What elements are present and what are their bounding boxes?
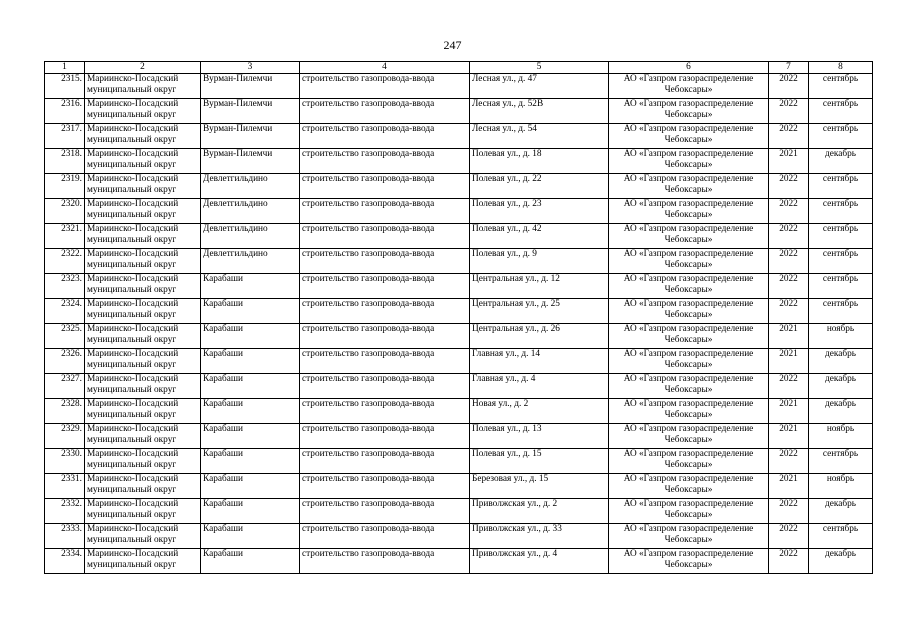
settlement-cell: Карабаши	[201, 274, 300, 299]
work-type-cell: строительство газопровода-ввода	[300, 249, 470, 274]
column-header: 5	[470, 62, 609, 74]
work-type-cell: строительство газопровода-ввода	[300, 349, 470, 374]
month-cell: сентябрь	[809, 174, 873, 199]
year-cell: 2022	[769, 549, 809, 574]
settlement-cell: Карабаши	[201, 524, 300, 549]
organization-cell: АО «Газпром газораспределение Чебоксары»	[609, 99, 769, 124]
district-cell: Мариинско-Посадский муниципальный округ	[85, 199, 201, 224]
address-cell: Полевая ул., д. 42	[470, 224, 609, 249]
district-cell: Мариинско-Посадский муниципальный округ	[85, 274, 201, 299]
organization-cell: АО «Газпром газораспределение Чебоксары»	[609, 124, 769, 149]
column-header: 3	[201, 62, 300, 74]
row-number-cell: 2317.	[45, 124, 85, 149]
month-cell: декабрь	[809, 374, 873, 399]
year-cell: 2022	[769, 299, 809, 324]
work-type-cell: строительство газопровода-ввода	[300, 74, 470, 99]
address-cell: Березовая ул., д. 15	[470, 474, 609, 499]
address-cell: Приволжская ул., д. 33	[470, 524, 609, 549]
year-cell: 2022	[769, 199, 809, 224]
work-type-cell: строительство газопровода-ввода	[300, 549, 470, 574]
organization-cell: АО «Газпром газораспределение Чебоксары»	[609, 274, 769, 299]
table-row	[45, 549, 873, 574]
year-cell: 2022	[769, 524, 809, 549]
month-cell: декабрь	[809, 399, 873, 424]
address-cell: Полевая ул., д. 15	[470, 449, 609, 474]
address-cell: Приволжская ул., д. 2	[470, 499, 609, 524]
work-type-cell: строительство газопровода-ввода	[300, 274, 470, 299]
table-row	[45, 199, 873, 224]
year-cell: 2022	[769, 374, 809, 399]
address-cell: Лесная ул., д. 54	[470, 124, 609, 149]
row-number-cell: 2320.	[45, 199, 85, 224]
settlement-cell: Карабаши	[201, 399, 300, 424]
address-cell: Главная ул., д. 4	[470, 374, 609, 399]
district-cell: Мариинско-Посадский муниципальный округ	[85, 474, 201, 499]
table-row	[45, 74, 873, 99]
table-row	[45, 424, 873, 449]
table-row	[45, 374, 873, 399]
month-cell: декабрь	[809, 549, 873, 574]
district-cell: Мариинско-Посадский муниципальный округ	[85, 224, 201, 249]
year-cell: 2021	[769, 349, 809, 374]
settlement-cell: Вурман-Пилемчи	[201, 99, 300, 124]
row-number-cell: 2324.	[45, 299, 85, 324]
year-cell: 2021	[769, 324, 809, 349]
year-cell: 2022	[769, 274, 809, 299]
district-cell: Мариинско-Посадский муниципальный округ	[85, 524, 201, 549]
month-cell: сентябрь	[809, 99, 873, 124]
district-cell: Мариинско-Посадский муниципальный округ	[85, 374, 201, 399]
settlement-cell: Девлетгильдино	[201, 249, 300, 274]
address-cell: Полевая ул., д. 22	[470, 174, 609, 199]
organization-cell: АО «Газпром газораспределение Чебоксары»	[609, 149, 769, 174]
address-cell: Полевая ул., д. 9	[470, 249, 609, 274]
month-cell: сентябрь	[809, 124, 873, 149]
settlement-cell: Карабаши	[201, 474, 300, 499]
district-cell: Мариинско-Посадский муниципальный округ	[85, 149, 201, 174]
row-number-cell: 2315.	[45, 74, 85, 99]
page-number: 247	[443, 38, 462, 52]
table-body	[45, 74, 873, 574]
organization-cell: АО «Газпром газораспределение Чебоксары»	[609, 549, 769, 574]
row-number-cell: 2325.	[45, 324, 85, 349]
column-header: 1	[45, 62, 85, 74]
settlement-cell: Девлетгильдино	[201, 174, 300, 199]
table-row	[45, 224, 873, 249]
settlement-cell: Карабаши	[201, 499, 300, 524]
work-type-cell: строительство газопровода-ввода	[300, 474, 470, 499]
district-cell: Мариинско-Посадский муниципальный округ	[85, 324, 201, 349]
table-row	[45, 149, 873, 174]
month-cell: сентябрь	[809, 524, 873, 549]
address-cell: Центральная ул., д. 25	[470, 299, 609, 324]
organization-cell: АО «Газпром газораспределение Чебоксары»	[609, 174, 769, 199]
month-cell: сентябрь	[809, 249, 873, 274]
year-cell: 2022	[769, 174, 809, 199]
year-cell: 2022	[769, 449, 809, 474]
address-cell: Лесная ул., д. 47	[470, 74, 609, 99]
organization-cell: АО «Газпром газораспределение Чебоксары»	[609, 349, 769, 374]
year-cell: 2021	[769, 474, 809, 499]
settlement-cell: Карабаши	[201, 349, 300, 374]
organization-cell: АО «Газпром газораспределение Чебоксары»	[609, 224, 769, 249]
address-cell: Полевая ул., д. 23	[470, 199, 609, 224]
work-type-cell: строительство газопровода-ввода	[300, 124, 470, 149]
settlement-cell: Карабаши	[201, 324, 300, 349]
year-cell: 2022	[769, 99, 809, 124]
row-number-cell: 2323.	[45, 274, 85, 299]
month-cell: декабрь	[809, 499, 873, 524]
organization-cell: АО «Газпром газораспределение Чебоксары»	[609, 374, 769, 399]
district-cell: Мариинско-Посадский муниципальный округ	[85, 499, 201, 524]
column-header: 6	[609, 62, 769, 74]
organization-cell: АО «Газпром газораспределение Чебоксары»	[609, 324, 769, 349]
table-row	[45, 299, 873, 324]
district-cell: Мариинско-Посадский муниципальный округ	[85, 249, 201, 274]
month-cell: ноябрь	[809, 424, 873, 449]
row-number-cell: 2319.	[45, 174, 85, 199]
address-cell: Полевая ул., д. 18	[470, 149, 609, 174]
work-type-cell: строительство газопровода-ввода	[300, 324, 470, 349]
settlement-cell: Карабаши	[201, 424, 300, 449]
organization-cell: АО «Газпром газораспределение Чебоксары»	[609, 499, 769, 524]
work-type-cell: строительство газопровода-ввода	[300, 449, 470, 474]
organization-cell: АО «Газпром газораспределение Чебоксары»	[609, 249, 769, 274]
work-type-cell: строительство газопровода-ввода	[300, 199, 470, 224]
month-cell: ноябрь	[809, 324, 873, 349]
month-cell: сентябрь	[809, 299, 873, 324]
address-cell: Лесная ул., д. 52В	[470, 99, 609, 124]
year-cell: 2022	[769, 224, 809, 249]
row-number-cell: 2334.	[45, 549, 85, 574]
row-number-cell: 2333.	[45, 524, 85, 549]
organization-cell: АО «Газпром газораспределение Чебоксары»	[609, 74, 769, 99]
settlement-cell: Вурман-Пилемчи	[201, 74, 300, 99]
table-row	[45, 474, 873, 499]
settlement-cell: Девлетгильдино	[201, 199, 300, 224]
year-cell: 2022	[769, 499, 809, 524]
table-row	[45, 249, 873, 274]
column-header: 4	[300, 62, 470, 74]
register-table	[44, 61, 873, 574]
district-cell: Мариинско-Посадский муниципальный округ	[85, 99, 201, 124]
table-row	[45, 399, 873, 424]
work-type-cell: строительство газопровода-ввода	[300, 174, 470, 199]
work-type-cell: строительство газопровода-ввода	[300, 399, 470, 424]
address-cell: Новая ул., д. 2	[470, 399, 609, 424]
organization-cell: АО «Газпром газораспределение Чебоксары»	[609, 449, 769, 474]
table-row	[45, 324, 873, 349]
row-number-cell: 2330.	[45, 449, 85, 474]
district-cell: Мариинско-Посадский муниципальный округ	[85, 74, 201, 99]
work-type-cell: строительство газопровода-ввода	[300, 424, 470, 449]
row-number-cell: 2318.	[45, 149, 85, 174]
district-cell: Мариинско-Посадский муниципальный округ	[85, 424, 201, 449]
row-number-cell: 2332.	[45, 499, 85, 524]
work-type-cell: строительство газопровода-ввода	[300, 224, 470, 249]
settlement-cell: Вурман-Пилемчи	[201, 124, 300, 149]
month-cell: сентябрь	[809, 274, 873, 299]
work-type-cell: строительство газопровода-ввода	[300, 374, 470, 399]
year-cell: 2021	[769, 424, 809, 449]
table-row	[45, 174, 873, 199]
table-row	[45, 524, 873, 549]
district-cell: Мариинско-Посадский муниципальный округ	[85, 449, 201, 474]
month-cell: сентябрь	[809, 199, 873, 224]
organization-cell: АО «Газпром газораспределение Чебоксары»	[609, 199, 769, 224]
month-cell: сентябрь	[809, 74, 873, 99]
month-cell: сентябрь	[809, 224, 873, 249]
settlement-cell: Девлетгильдино	[201, 224, 300, 249]
district-cell: Мариинско-Посадский муниципальный округ	[85, 299, 201, 324]
year-cell: 2021	[769, 149, 809, 174]
row-number-cell: 2326.	[45, 349, 85, 374]
year-cell: 2021	[769, 399, 809, 424]
organization-cell: АО «Газпром газораспределение Чебоксары»	[609, 399, 769, 424]
settlement-cell: Карабаши	[201, 374, 300, 399]
month-cell: декабрь	[809, 149, 873, 174]
settlement-cell: Карабаши	[201, 549, 300, 574]
year-cell: 2022	[769, 74, 809, 99]
address-cell: Полевая ул., д. 13	[470, 424, 609, 449]
settlement-cell: Карабаши	[201, 299, 300, 324]
row-number-cell: 2316.	[45, 99, 85, 124]
month-cell: декабрь	[809, 349, 873, 374]
column-header: 8	[809, 62, 873, 74]
table-row	[45, 349, 873, 374]
table-row	[45, 274, 873, 299]
row-number-cell: 2322.	[45, 249, 85, 274]
row-number-cell: 2321.	[45, 224, 85, 249]
organization-cell: АО «Газпром газораспределение Чебоксары»	[609, 524, 769, 549]
organization-cell: АО «Газпром газораспределение Чебоксары»	[609, 299, 769, 324]
month-cell: ноябрь	[809, 474, 873, 499]
year-cell: 2022	[769, 249, 809, 274]
column-header: 7	[769, 62, 809, 74]
district-cell: Мариинско-Посадский муниципальный округ	[85, 549, 201, 574]
organization-cell: АО «Газпром газораспределение Чебоксары»	[609, 424, 769, 449]
work-type-cell: строительство газопровода-ввода	[300, 524, 470, 549]
settlement-cell: Вурман-Пилемчи	[201, 149, 300, 174]
row-number-cell: 2328.	[45, 399, 85, 424]
address-cell: Центральная ул., д. 26	[470, 324, 609, 349]
address-cell: Приволжская ул., д. 4	[470, 549, 609, 574]
table-row	[45, 124, 873, 149]
organization-cell: АО «Газпром газораспределение Чебоксары»	[609, 474, 769, 499]
row-number-cell: 2327.	[45, 374, 85, 399]
district-cell: Мариинско-Посадский муниципальный округ	[85, 399, 201, 424]
table-row	[45, 499, 873, 524]
district-cell: Мариинско-Посадский муниципальный округ	[85, 349, 201, 374]
work-type-cell: строительство газопровода-ввода	[300, 99, 470, 124]
work-type-cell: строительство газопровода-ввода	[300, 299, 470, 324]
settlement-cell: Карабаши	[201, 449, 300, 474]
table-header	[45, 62, 873, 74]
table-row	[45, 99, 873, 124]
address-cell: Главная ул., д. 14	[470, 349, 609, 374]
column-header: 2	[85, 62, 201, 74]
district-cell: Мариинско-Посадский муниципальный округ	[85, 124, 201, 149]
work-type-cell: строительство газопровода-ввода	[300, 149, 470, 174]
year-cell: 2022	[769, 124, 809, 149]
district-cell: Мариинско-Посадский муниципальный округ	[85, 174, 201, 199]
address-cell: Центральная ул., д. 12	[470, 274, 609, 299]
month-cell: сентябрь	[809, 449, 873, 474]
table-row	[45, 449, 873, 474]
row-number-cell: 2331.	[45, 474, 85, 499]
row-number-cell: 2329.	[45, 424, 85, 449]
work-type-cell: строительство газопровода-ввода	[300, 499, 470, 524]
